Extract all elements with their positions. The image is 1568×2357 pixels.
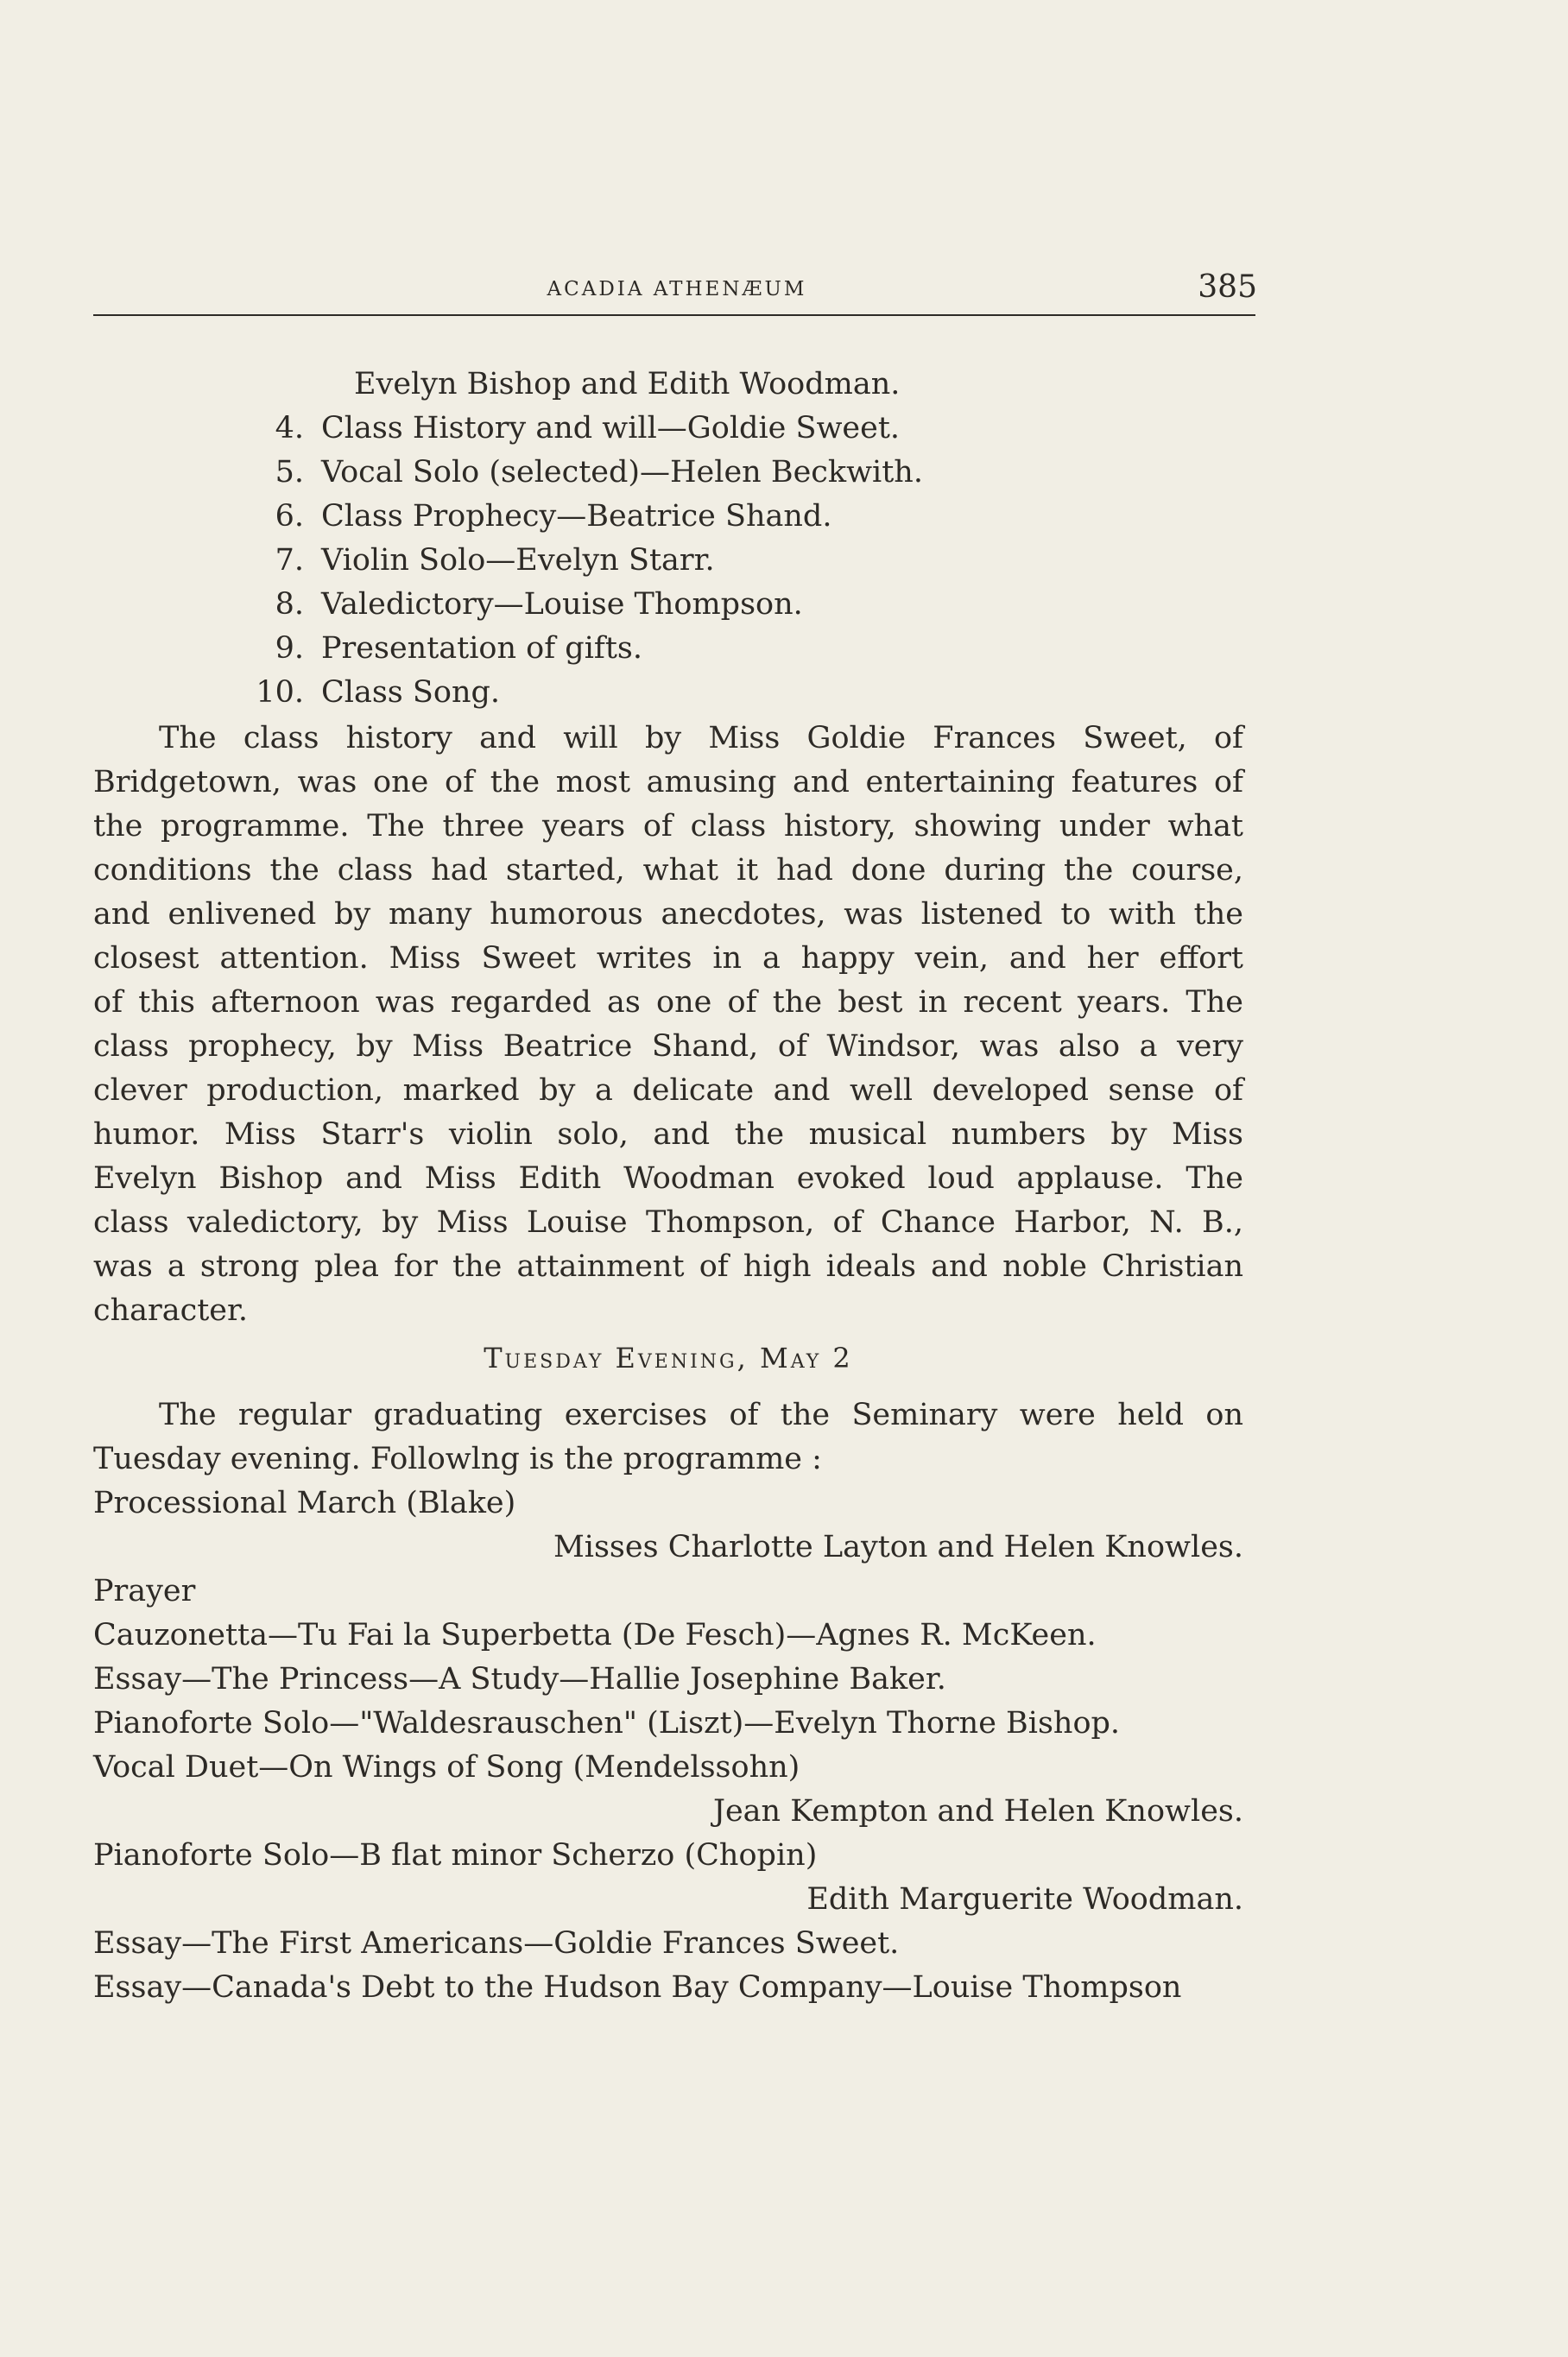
body-text	[93, 363, 1243, 2010]
programme-item: Processional March (Blake)	[93, 1486, 516, 1520]
paragraph-graduating-exercises	[93, 1393, 1243, 1482]
item-number: 8.	[275, 587, 304, 622]
list-item	[93, 495, 1243, 539]
programme-item: Essay—The Princess—A Study—Hallie Josephine Baker.	[93, 1662, 946, 1697]
paragraph-line: class prophecy, by Miss Beatrice Shand, of Windsor, was also a very	[93, 1029, 1243, 1064]
paragraph-line: The class history and will by Miss Goldie Frances Sweet, of	[159, 721, 1243, 755]
paragraph-line: closest attention. Miss Sweet writes in a happy vein, and her effort	[93, 941, 1243, 976]
programme-item: Prayer	[93, 1574, 196, 1608]
programme-item: Pianoforte Solo—B flat minor Scherzo (Chopin)	[93, 1838, 818, 1873]
item-text: Violin Solo—Evelyn Starr.	[321, 543, 715, 578]
programme-performer: Jean Kempton and Helen Knowles.	[712, 1794, 1243, 1829]
list-item	[93, 539, 1243, 583]
item-number: 4.	[275, 411, 304, 445]
section-heading: Tuesday Evening, May 2	[484, 1342, 853, 1374]
header-rule	[93, 314, 1255, 316]
programme-item: Essay—The First Americans—Goldie Frances Sweet.	[93, 1926, 900, 1961]
programme-item: Cauzonetta—Tu Fai la Superbetta (De Fesch)—Agnes R. McKeen.	[93, 1618, 1097, 1652]
item-text: Class Prophecy—Beatrice Shand.	[321, 499, 832, 534]
programme-item: Vocal Duet—On Wings of Song (Mendelssohn)	[93, 1750, 800, 1785]
programme-performer: Misses Charlotte Layton and Helen Knowles.	[553, 1530, 1243, 1564]
paragraph-line: and enlivened by many humorous anecdotes, was listened to with the	[93, 897, 1243, 932]
paragraph-line: class valedictory, by Miss Louise Thompson, of Chance Harbor, N. B.,	[93, 1205, 1243, 1240]
programme-item: Pianoforte Solo—"Waldesrauschen" (Liszt)—Evelyn Thorne Bishop.	[93, 1706, 1121, 1741]
numbered-list	[93, 407, 1243, 715]
paragraph-line: character.	[93, 1293, 248, 1328]
paragraph-line: the programme. The three years of class history, showing under what	[93, 809, 1243, 844]
paragraph-line: conditions the class had started, what it had done during the course,	[93, 853, 1243, 888]
paragraph-line: of this afternoon was regarded as one of the best in recent years. The	[93, 985, 1243, 1020]
paragraph-line: Bridgetown, was one of the most amusing and entertaining features of	[93, 765, 1243, 799]
programme-list	[93, 1482, 1243, 2010]
programme-performer: Edith Marguerite Woodman.	[806, 1882, 1243, 1917]
list-item	[93, 671, 1243, 715]
paragraph-line: was a strong plea for the attainment of high ideals and noble Christian	[93, 1249, 1243, 1284]
item-text: Class History and will—Goldie Sweet.	[321, 411, 901, 445]
paragraph-line: Tuesday evening. Followlng is the programme :	[93, 1442, 822, 1476]
item-text: Presentation of gifts.	[321, 631, 642, 666]
item-number: 10.	[256, 675, 304, 710]
paragraph-line: The regular graduating exercises of the Seminary were held on	[159, 1398, 1243, 1432]
item-text: Vocal Solo (selected)—Helen Beckwith.	[321, 455, 923, 490]
list-item	[93, 451, 1243, 495]
running-head: ACADIA ATHENÆUM	[547, 278, 807, 300]
paragraph-line: Evelyn Bishop and Miss Edith Woodman evoked loud applause. The	[93, 1161, 1243, 1196]
programme-item: Essay—Canada's Debt to the Hudson Bay Company—Louise Thompson	[93, 1970, 1182, 2005]
paragraph-class-history	[93, 717, 1243, 1333]
item-text: Class Song.	[321, 675, 501, 710]
item-number: 6.	[275, 499, 304, 534]
item-text: Valedictory—Louise Thompson.	[321, 587, 803, 622]
list-item	[93, 407, 1243, 451]
list-item	[93, 583, 1243, 627]
item-number: 5.	[275, 455, 304, 490]
item-number: 7.	[275, 543, 304, 578]
page-number: 385	[1198, 269, 1257, 305]
list-item	[93, 627, 1243, 671]
continuation-line: Evelyn Bishop and Edith Woodman.	[354, 367, 901, 401]
paragraph-line: clever production, marked by a delicate and well developed sense of	[93, 1073, 1243, 1108]
paragraph-line: humor. Miss Starr's violin solo, and the musical numbers by Miss	[93, 1117, 1243, 1152]
item-number: 9.	[275, 631, 304, 666]
page-header	[93, 269, 1261, 316]
